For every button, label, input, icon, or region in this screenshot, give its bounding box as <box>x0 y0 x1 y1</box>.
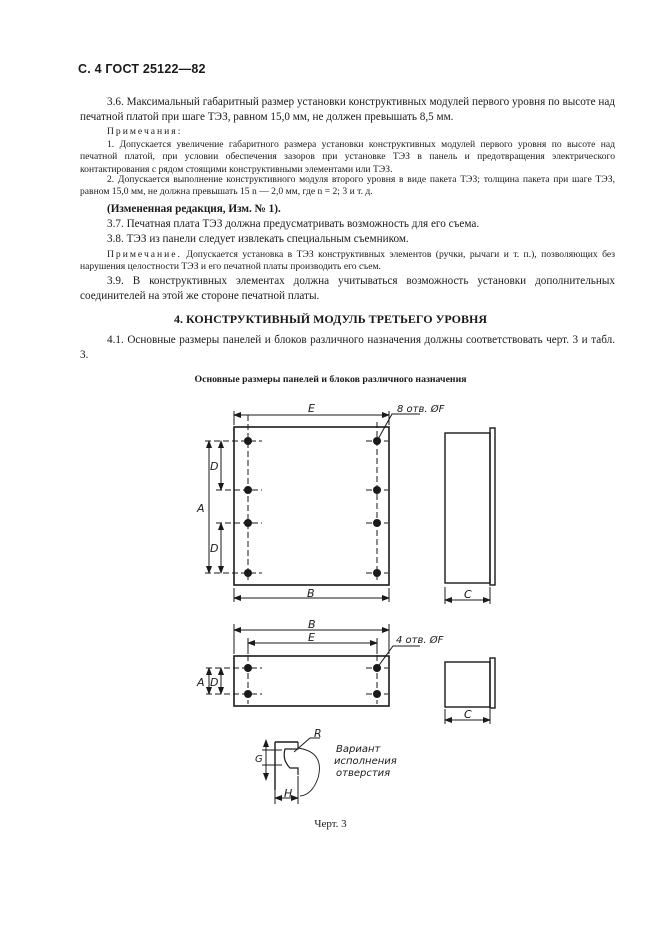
notes-label: Примечания: <box>107 126 183 137</box>
note-1: 1. Допускается увеличение габаритного размера установки конструктивных модулей первого уровня по высоте над печатной платой, при условии обеспечения зазоров при установке ТЭЗ в панель и предотвращения электрического контактирования с рядом стоящими конструктивными элементами или ТЭЗ. <box>80 139 615 175</box>
label-B-bottom: B <box>308 618 316 631</box>
panel-side-view-large <box>445 428 495 604</box>
label-B-top: B <box>307 587 315 600</box>
label-8-holes: 8 отв. ØF <box>397 404 445 415</box>
paragraph-3-8: 3.8. ТЭЗ из панели следует извлекать специальным съемником. <box>107 233 409 245</box>
panel-front-view-large <box>205 411 420 602</box>
section-title: 4. КОНСТРУКТИВНЫЙ МОДУЛЬ ТРЕТЬЕГО УРОВНЯ <box>174 312 487 326</box>
variant-text-line-1: Вариант <box>336 744 381 755</box>
paragraph-4-1: 4.1. Основные размеры панелей и блоков различного назначения должны соответствовать черт. 3 и табл. 3. <box>80 334 615 361</box>
label-D-bottom: D <box>210 676 219 689</box>
note-2: 2. Допускается выполнение конструктивного модуля второго уровня в виде пакета ТЭЗ; толщина пакета при шаге ТЭЗ, равном 15,0 мм, не должна превышать 15 n — 2,0 мм, где n = 2; 3 и т. д. <box>80 174 615 198</box>
variant-text-line-2: исполнения <box>334 756 397 767</box>
paragraph-3-9: 3.9. В конструктивных элементах должна учитываться возможность установки дополнительных соединителей на этой же стороне печатной платы. <box>80 275 615 302</box>
label-D-lower: D <box>210 542 219 555</box>
page-header: С. 4 ГОСТ 25122—82 <box>78 62 206 76</box>
label-D-upper: D <box>210 460 219 473</box>
mounting-holes-8 <box>244 437 381 577</box>
figure-caption: Черт. 3 <box>314 818 347 830</box>
note-3-text: Допускается установка в ТЭЗ конструктивных элементов (ручки, рычаги и т. п.), позволяющих без нарушения целостности ТЭЗ и его печатной платы производить его съем. <box>80 249 616 273</box>
label-A-top: A <box>197 502 205 515</box>
label-4-holes: 4 отв. ØF <box>396 635 444 646</box>
paragraph-3-6: 3.6. Максимальный габаритный размер установки конструктивных модулей первого уровня по высоте над печатной платой при шаге ТЭЗ, равном 15,0 мм, не должен превышать 8,5 мм. <box>80 96 615 123</box>
variant-text-line-3: отверстия <box>336 768 391 779</box>
revision-note: (Измененная редакция, Изм. № 1). <box>107 203 281 215</box>
label-C-top: C <box>464 588 472 601</box>
label-C-bottom: C <box>464 708 472 721</box>
mounting-holes-4 <box>244 664 381 698</box>
label-E-bottom: E <box>308 631 315 644</box>
label-H: H <box>284 787 293 800</box>
label-E-top: E <box>308 402 315 415</box>
label-G: G <box>255 754 263 765</box>
paragraph-3-7: 3.7. Печатная плата ТЭЗ должна предусматривать возможность для его съема. <box>107 218 480 230</box>
note-3-label: Примечание. <box>107 249 182 260</box>
figure-title: Основные размеры панелей и блоков различного назначения <box>194 374 467 385</box>
label-A-bottom: A <box>197 676 205 689</box>
label-R: R <box>314 727 322 740</box>
